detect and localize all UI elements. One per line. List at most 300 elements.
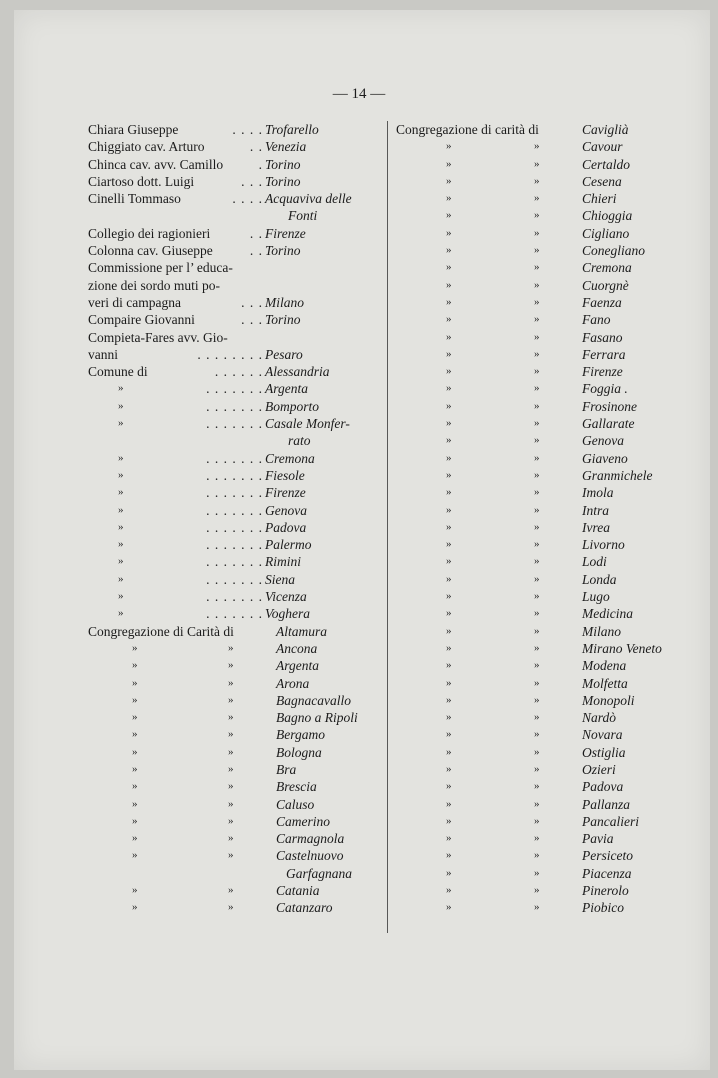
leader-dots: . . . . . . . xyxy=(206,571,263,587)
list-item xyxy=(396,813,706,830)
entry-city: Conegliano xyxy=(582,243,645,259)
list-item xyxy=(396,882,706,899)
list-item xyxy=(88,778,383,795)
list-item xyxy=(88,744,383,761)
ditto-mark: » xyxy=(534,590,540,603)
list-item xyxy=(88,329,383,346)
ditto-mark: » xyxy=(534,278,540,291)
ditto-mark: » xyxy=(446,901,452,914)
entry-city: Bagnacavallo xyxy=(276,692,351,708)
list-item xyxy=(396,277,706,294)
list-item xyxy=(88,726,383,743)
entry-city: Ostiglia xyxy=(582,744,626,760)
entry-city: Palermo xyxy=(265,537,312,553)
list-item xyxy=(88,796,383,813)
ditto-mark: » xyxy=(534,313,540,326)
list-item xyxy=(88,519,383,536)
entry-name: » xyxy=(132,762,138,775)
entry-city: Torino xyxy=(265,156,301,172)
list-item xyxy=(88,294,383,311)
ditto-mark: » xyxy=(534,226,540,239)
entry-city: Genova xyxy=(265,502,307,518)
list-item xyxy=(396,329,706,346)
entry-name: Chiara Giuseppe xyxy=(88,122,179,137)
entry-city: Cavour xyxy=(582,139,623,155)
entry-city: Frosinone xyxy=(582,398,637,414)
entry-city: Granmichele xyxy=(582,467,653,483)
entry-city: Fano xyxy=(582,312,611,328)
ditto-mark: » xyxy=(534,745,540,758)
ditto-mark: » xyxy=(446,261,452,274)
ditto-mark: » xyxy=(446,520,452,533)
entry-city: Ancona xyxy=(276,640,318,656)
entry-name: » xyxy=(132,745,138,758)
entry-name: » xyxy=(118,520,124,533)
entry-city: Pavia xyxy=(582,831,614,847)
entry-name: Congregazione di Carità di xyxy=(88,623,234,639)
list-item xyxy=(396,899,706,916)
ditto-mark: » xyxy=(446,174,452,187)
list-item xyxy=(88,553,383,570)
list-item xyxy=(88,899,383,916)
leader-dots: . . . . xyxy=(232,191,263,207)
ditto-mark: » xyxy=(534,192,540,205)
list-item xyxy=(88,467,383,484)
entry-name: » xyxy=(132,814,138,827)
entry-city: Catanzaro xyxy=(276,900,333,916)
ditto-mark: » xyxy=(534,261,540,274)
entry-city: Voghera xyxy=(265,606,310,622)
ditto-mark: » xyxy=(228,832,234,845)
page-number: — 14 — xyxy=(332,86,386,102)
entry-city: Argenta xyxy=(276,658,319,674)
list-item xyxy=(396,121,706,138)
list-item xyxy=(396,623,706,640)
ditto-mark: » xyxy=(228,884,234,897)
leader-dots: . . . . . . . xyxy=(206,519,263,535)
entry-name: » xyxy=(118,399,124,412)
list-item xyxy=(396,380,706,397)
ditto-mark: » xyxy=(446,295,452,308)
column-divider xyxy=(387,121,388,933)
ditto-mark: » xyxy=(534,711,540,724)
ditto-mark: » xyxy=(446,486,452,499)
entry-name: Collegio dei ragionieri xyxy=(88,225,211,241)
entry-city: Cremona xyxy=(265,450,315,466)
list-item xyxy=(88,813,383,830)
list-item xyxy=(88,502,383,519)
leader-dots: . . . . . . . . xyxy=(197,346,263,362)
ditto-mark: » xyxy=(446,347,452,360)
entry-name: » xyxy=(118,468,124,481)
ditto-mark: » xyxy=(446,590,452,603)
leader-dots: . . . xyxy=(241,294,263,310)
entry-city: Fasano xyxy=(582,329,623,345)
entry-city: Torino xyxy=(265,312,301,328)
entry-name: » xyxy=(118,382,124,395)
ditto-mark: » xyxy=(228,693,234,706)
ditto-mark: » xyxy=(446,503,452,516)
list-item xyxy=(396,415,706,432)
ditto-mark: » xyxy=(534,434,540,447)
list-item xyxy=(396,363,706,380)
entry-city: Vicenza xyxy=(265,589,307,605)
list-item xyxy=(396,709,706,726)
entry-name: » xyxy=(132,884,138,897)
ditto-mark: » xyxy=(446,313,452,326)
list-item xyxy=(88,761,383,778)
list-item xyxy=(396,553,706,570)
ditto-mark: » xyxy=(534,209,540,222)
entry-city: Brescia xyxy=(276,779,317,795)
ditto-mark: » xyxy=(446,866,452,879)
list-item xyxy=(88,675,383,692)
entry-name: Chiggiato cav. Arturo xyxy=(88,139,205,155)
entry-city: Chioggia xyxy=(582,208,633,224)
entry-name: » xyxy=(132,832,138,845)
entry-city: Ivrea xyxy=(582,519,610,535)
list-item xyxy=(396,778,706,795)
entry-name: » xyxy=(132,693,138,706)
list-item xyxy=(88,450,383,467)
ditto-mark: » xyxy=(534,347,540,360)
entry-city: Lodi xyxy=(582,554,607,570)
ditto-mark: » xyxy=(534,399,540,412)
entry-name: zione dei sordo muti po- xyxy=(88,277,220,293)
entry-city: Bra xyxy=(276,761,297,777)
ditto-mark: » xyxy=(534,832,540,845)
entry-name: » xyxy=(118,486,124,499)
list-item xyxy=(88,709,383,726)
entry-city: Padova xyxy=(265,519,307,535)
entry-city: Piobico xyxy=(582,900,624,916)
list-item xyxy=(396,761,706,778)
list-item xyxy=(88,865,383,882)
ditto-mark: » xyxy=(228,797,234,810)
entry-name: Comune di xyxy=(88,364,148,380)
entry-city: Pinerolo xyxy=(582,883,629,899)
list-item xyxy=(88,484,383,501)
ditto-mark: » xyxy=(534,382,540,395)
ditto-mark: » xyxy=(228,659,234,672)
entry-name: » xyxy=(132,728,138,741)
ditto-mark: » xyxy=(534,866,540,879)
entry-city: Gallarate xyxy=(582,416,635,432)
ditto-mark: » xyxy=(446,728,452,741)
list-item xyxy=(396,847,706,864)
list-item xyxy=(88,346,383,363)
entry-city: Cesena xyxy=(582,173,622,189)
entry-city: Cigliano xyxy=(582,225,630,241)
list-item xyxy=(396,571,706,588)
ditto-mark: » xyxy=(534,572,540,585)
entry-name: » xyxy=(132,901,138,914)
leader-dots: . . xyxy=(249,243,263,259)
entry-city: Foggia . xyxy=(582,381,628,397)
ditto-mark: » xyxy=(228,762,234,775)
list-item xyxy=(88,311,383,328)
ditto-mark: » xyxy=(446,572,452,585)
leader-dots: . xyxy=(258,156,263,172)
entry-name: vanni xyxy=(88,346,118,362)
leader-dots: . . . . . . . xyxy=(206,537,263,553)
list-item xyxy=(88,225,383,242)
list-item xyxy=(88,623,383,640)
list-item xyxy=(396,726,706,743)
entry-city: Bergamo xyxy=(276,727,325,743)
list-item xyxy=(396,259,706,276)
ditto-mark: » xyxy=(534,762,540,775)
ditto-mark: » xyxy=(446,209,452,222)
ditto-mark: » xyxy=(446,814,452,827)
ditto-mark: » xyxy=(534,486,540,499)
entry-city: Altamura xyxy=(276,623,328,639)
ditto-mark: » xyxy=(534,174,540,187)
ditto-mark: » xyxy=(534,140,540,153)
ditto-mark: » xyxy=(228,676,234,689)
entry-city: Fonti xyxy=(288,208,318,224)
entry-name: » xyxy=(118,538,124,551)
list-item xyxy=(88,588,383,605)
entry-name: » xyxy=(132,641,138,654)
list-item xyxy=(396,796,706,813)
entry-name: Colonna cav. Giuseppe xyxy=(88,243,213,259)
list-item xyxy=(88,259,383,276)
list-item xyxy=(88,847,383,864)
ditto-mark: » xyxy=(446,780,452,793)
leader-dots: . . . . . . . xyxy=(206,589,263,605)
entry-city: Venezia xyxy=(265,139,307,155)
leader-dots: . . . xyxy=(241,173,263,189)
ditto-mark: » xyxy=(446,745,452,758)
entry-name: » xyxy=(118,555,124,568)
ditto-mark: » xyxy=(228,780,234,793)
ditto-mark: » xyxy=(534,814,540,827)
ditto-mark: » xyxy=(534,244,540,257)
list-item xyxy=(88,363,383,380)
leader-dots: . . . . . . . xyxy=(206,381,263,397)
ditto-mark: » xyxy=(446,693,452,706)
entry-city: Milano xyxy=(582,623,621,639)
entry-city: rato xyxy=(288,433,311,449)
list-item xyxy=(88,605,383,622)
list-item xyxy=(396,207,706,224)
ditto-mark: » xyxy=(534,641,540,654)
list-item xyxy=(396,744,706,761)
list-item xyxy=(396,173,706,190)
list-item xyxy=(396,225,706,242)
ditto-mark: » xyxy=(534,468,540,481)
ditto-mark: » xyxy=(446,192,452,205)
list-item xyxy=(396,605,706,622)
leader-dots: . . . . . . . xyxy=(206,467,263,483)
entry-city: Certaldo xyxy=(582,156,631,172)
entry-name: » xyxy=(132,711,138,724)
ditto-mark: » xyxy=(446,468,452,481)
list-item xyxy=(396,242,706,259)
list-item xyxy=(396,138,706,155)
list-item xyxy=(88,121,383,138)
ditto-mark: » xyxy=(534,728,540,741)
entry-name: Compaire Giovanni xyxy=(88,312,195,328)
leader-dots: . . . . . . . xyxy=(206,485,263,501)
ditto-mark: » xyxy=(534,659,540,672)
entry-city: Faenza xyxy=(582,294,622,310)
entry-name: Commissione per l’ educa- xyxy=(88,260,233,276)
ditto-mark: » xyxy=(446,711,452,724)
entry-city: Mirano Veneto xyxy=(582,640,662,656)
list-item xyxy=(396,519,706,536)
entry-city: Cremona xyxy=(582,260,632,276)
ditto-mark: » xyxy=(534,417,540,430)
entry-name: » xyxy=(118,417,124,430)
entry-city: Molfetta xyxy=(582,675,628,691)
list-item xyxy=(88,190,383,207)
list-item xyxy=(396,450,706,467)
list-item xyxy=(88,173,383,190)
entry-city: Nardò xyxy=(582,710,617,726)
entry-city: Firenze xyxy=(582,364,623,380)
leader-dots: . . . . . . . xyxy=(206,554,263,570)
leader-dots: . . . . xyxy=(232,122,263,137)
ditto-mark: » xyxy=(446,382,452,395)
list-item xyxy=(88,207,383,224)
list-item xyxy=(396,865,706,882)
list-item xyxy=(88,882,383,899)
entry-city: Ozieri xyxy=(582,761,616,777)
list-item xyxy=(88,432,383,449)
ditto-mark: » xyxy=(446,434,452,447)
entry-city: Acquaviva delle xyxy=(265,191,352,207)
ditto-mark: » xyxy=(228,711,234,724)
list-item xyxy=(396,502,706,519)
entry-name: » xyxy=(118,451,124,464)
list-item xyxy=(88,156,383,173)
entry-name: » xyxy=(118,572,124,585)
ditto-mark: » xyxy=(534,901,540,914)
ditto-mark: » xyxy=(534,607,540,620)
ditto-mark: » xyxy=(228,901,234,914)
entry-city: Livorno xyxy=(582,537,625,553)
entry-city: Intra xyxy=(582,502,609,518)
entry-city: Chieri xyxy=(582,191,617,207)
entry-city: Bologna xyxy=(276,744,322,760)
entry-city: Pancalieri xyxy=(582,813,639,829)
right-column xyxy=(396,121,706,917)
ditto-mark: » xyxy=(534,624,540,637)
list-item xyxy=(88,657,383,674)
ditto-mark: » xyxy=(534,676,540,689)
ditto-mark: » xyxy=(534,884,540,897)
ditto-mark: » xyxy=(446,244,452,257)
list-item xyxy=(396,398,706,415)
entry-city: Giaveno xyxy=(582,450,628,466)
entry-name: Congregazione di carità di xyxy=(396,122,539,137)
entry-name: » xyxy=(132,659,138,672)
ditto-mark: » xyxy=(534,503,540,516)
list-item xyxy=(396,536,706,553)
entry-city: Medicina xyxy=(582,606,633,622)
entry-name: Compieta-Fares avv. Gio- xyxy=(88,329,228,345)
entry-city: Alessandria xyxy=(265,364,330,380)
ditto-mark: » xyxy=(534,780,540,793)
list-item xyxy=(396,640,706,657)
ditto-mark: » xyxy=(228,849,234,862)
ditto-mark: » xyxy=(446,762,452,775)
list-item xyxy=(396,692,706,709)
entry-city: Cuorgnè xyxy=(582,277,629,293)
entry-city: Padova xyxy=(582,779,624,795)
ditto-mark: » xyxy=(228,814,234,827)
list-item xyxy=(396,294,706,311)
entry-city: Caluso xyxy=(276,796,315,812)
ditto-mark: » xyxy=(228,745,234,758)
list-item xyxy=(396,346,706,363)
entry-city: Firenze xyxy=(265,485,306,501)
entry-name: » xyxy=(118,590,124,603)
entry-city: Siena xyxy=(265,571,295,587)
list-item xyxy=(88,277,383,294)
entry-city: Arona xyxy=(276,675,310,691)
list-item xyxy=(88,398,383,415)
ditto-mark: » xyxy=(534,849,540,862)
entry-name: » xyxy=(132,849,138,862)
ditto-mark: » xyxy=(534,157,540,170)
ditto-mark: » xyxy=(446,140,452,153)
entry-city: Pallanza xyxy=(582,796,631,812)
list-item xyxy=(396,467,706,484)
entry-name: » xyxy=(132,797,138,810)
ditto-mark: » xyxy=(534,555,540,568)
list-item xyxy=(88,571,383,588)
leader-dots: . . . . . . . xyxy=(206,502,263,518)
leader-dots: . . xyxy=(249,139,263,155)
list-item xyxy=(88,380,383,397)
list-item xyxy=(396,432,706,449)
list-item xyxy=(396,156,706,173)
entry-name: Ciartoso dott. Luigi xyxy=(88,173,195,189)
ditto-mark: » xyxy=(534,538,540,551)
entry-city: Torino xyxy=(265,243,301,259)
entry-name: » xyxy=(132,676,138,689)
entry-city: Torino xyxy=(265,173,301,189)
entry-city: Bomporto xyxy=(265,398,319,414)
ditto-mark: » xyxy=(446,399,452,412)
list-item xyxy=(88,640,383,657)
ditto-mark: » xyxy=(446,365,452,378)
leader-dots: . . . . . . . xyxy=(206,450,263,466)
ditto-mark: » xyxy=(446,884,452,897)
ditto-mark: » xyxy=(228,641,234,654)
list-item xyxy=(88,536,383,553)
entry-city: Genova xyxy=(582,433,624,449)
entry-city: Londa xyxy=(582,571,617,587)
entry-city: Lugo xyxy=(582,589,610,605)
list-item xyxy=(396,484,706,501)
ditto-mark: » xyxy=(446,417,452,430)
entry-city: Camerino xyxy=(276,813,330,829)
ditto-mark: » xyxy=(446,226,452,239)
entry-name: Chinca cav. avv. Camillo xyxy=(88,156,224,172)
ditto-mark: » xyxy=(534,330,540,343)
entry-city: Casale Monfer- xyxy=(265,416,350,432)
list-item xyxy=(396,311,706,328)
list-item xyxy=(396,190,706,207)
ditto-mark: » xyxy=(446,451,452,464)
leader-dots: . . . . . . xyxy=(214,364,263,380)
list-item xyxy=(88,692,383,709)
ditto-mark: » xyxy=(446,641,452,654)
